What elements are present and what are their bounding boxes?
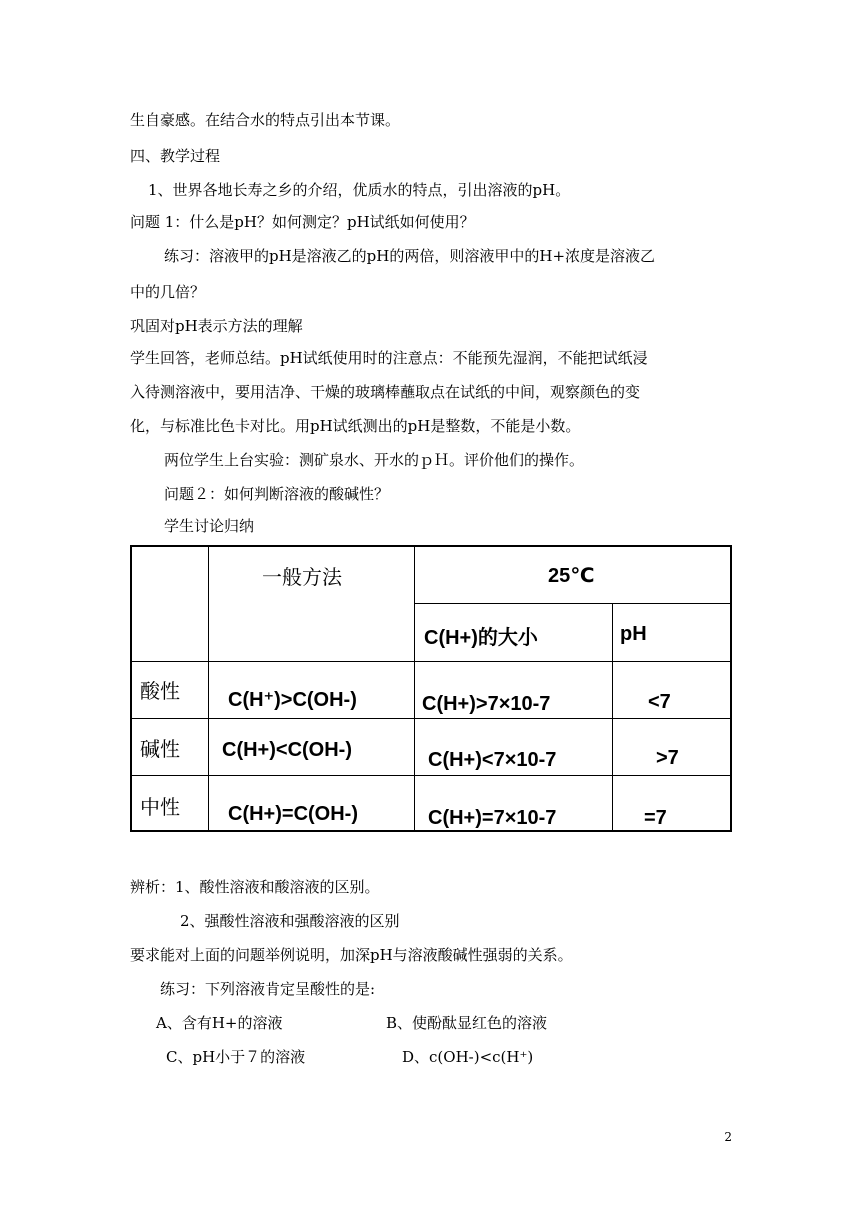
- row-acidic-ph: <7: [648, 691, 671, 713]
- text-line-9: 入待测溶液中，要用洁净、干燥的玻璃棒蘸取点在试纸的中间，观察颜色的变: [130, 383, 641, 401]
- text-line-13: 学生讨论归纳: [164, 517, 255, 535]
- text-line-8: 学生回答，老师总结。pH试纸使用时的注意点：不能预先湿润，不能把试纸浸: [130, 349, 648, 367]
- header-h-concentration: C(H+)的大小: [424, 627, 538, 649]
- row-basic-ph: >7: [656, 747, 679, 769]
- analysis-line-2: 2、强酸性溶液和强酸溶液的区别: [180, 912, 400, 930]
- exercise-1-line-2: 中的几倍？: [130, 283, 206, 301]
- text-line-16: 要求能对上面的问题举例说明，加深pH与溶液酸碱性强弱的关系。: [130, 946, 573, 964]
- option-c: C、pH小于７的溶液: [166, 1048, 306, 1066]
- row-basic-concentration: C(H+)<7×10-7: [428, 749, 557, 771]
- row-label-acidic: 酸性: [140, 681, 180, 703]
- question-2: 问题２：如何判断溶液的酸碱性？: [164, 485, 390, 503]
- row-neutral-ph: =7: [644, 807, 667, 829]
- option-a: A、含有H+的溶液: [156, 1014, 283, 1032]
- row-label-neutral: 中性: [140, 797, 180, 819]
- exercise-2-prompt: 练习：下列溶液肯定呈酸性的是:: [160, 980, 376, 998]
- option-d: D、c(OH-)<c(H⁺): [402, 1048, 534, 1066]
- acidity-table: [130, 545, 732, 832]
- text-line-11: 两位学生上台实验：测矿泉水、开水的ｐＨ。评价他们的操作。: [164, 451, 585, 469]
- exercise-1-line-1: 练习：溶液甲的pH是溶液乙的pH的两倍，则溶液甲中的H+浓度是溶液乙: [164, 247, 656, 265]
- header-general-method: 一般方法: [262, 567, 342, 589]
- row-acidic-concentration: C(H+)>7×10-7: [422, 693, 551, 715]
- analysis-line-1: 辨析：1、酸性溶液和酸溶液的区别。: [130, 878, 380, 896]
- header-ph: pH: [620, 623, 647, 645]
- text-line-10: 化，与标准比色卡对比。用pH试纸测出的pH是整数，不能是小数。: [130, 417, 581, 435]
- text-line-3: 1、世界各地长寿之乡的介绍，优质水的特点，引出溶液的pH。: [148, 181, 571, 199]
- option-b: B、使酚酞显红色的溶液: [386, 1014, 548, 1032]
- row-neutral-concentration: C(H+)=7×10-7: [428, 807, 557, 829]
- row-acidic-method: C(H⁺)>C(OH-): [228, 689, 357, 711]
- text-line-1: 生自豪感。在结合水的特点引出本节课。: [130, 111, 401, 129]
- page-number: 2: [724, 1130, 732, 1144]
- row-basic-method: C(H+)<C(OH-): [222, 739, 352, 761]
- text-line-7: 巩固对pH表示方法的理解: [130, 317, 303, 335]
- question-1: 问题 1：什么是pH？如何测定？pH试纸如何使用？: [130, 213, 475, 231]
- row-neutral-method: C(H+)=C(OH-): [228, 803, 358, 825]
- header-temperature: 25℃: [548, 565, 595, 587]
- row-label-basic: 碱性: [140, 739, 180, 761]
- section-heading-teaching-process: 四、教学过程: [130, 147, 221, 165]
